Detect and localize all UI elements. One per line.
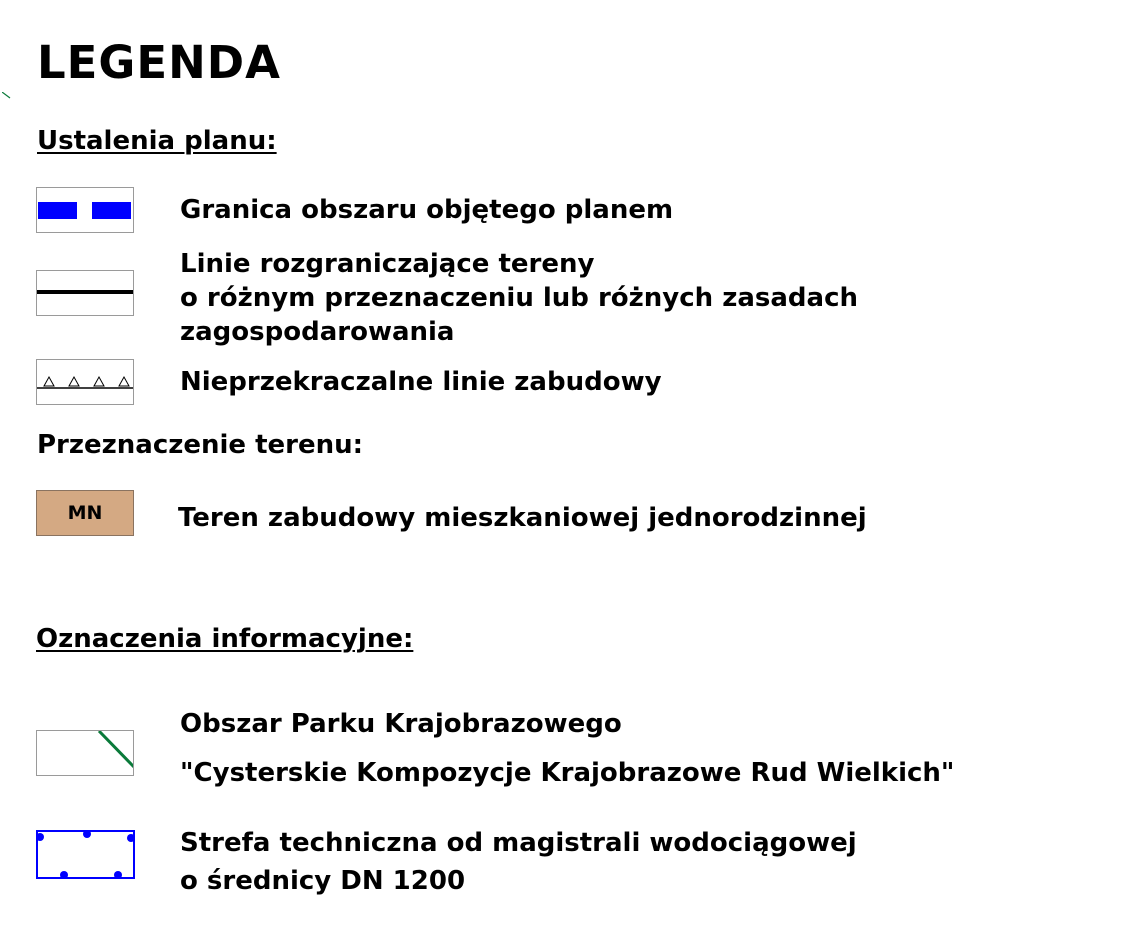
blue-dashed-boundary-icon (36, 187, 134, 233)
legend-label-lines-line2: o różnym przeznaczeniu lub różnych zasadach (180, 283, 858, 313)
legend-title: LEGENDA (37, 36, 281, 89)
triangle-building-line-icon (36, 359, 134, 405)
legend-label-park-line2: "Cysterskie Kompozycje Krajobrazowe Rud Wielkich" (180, 758, 955, 788)
mn-swatch-code: MN (67, 502, 103, 524)
green-diagonal-line-icon (36, 730, 134, 776)
legend-label-park-line1: Obszar Parku Krajobrazowego (180, 709, 622, 739)
mn-land-use-swatch (36, 490, 134, 536)
black-solid-line-icon (36, 270, 134, 316)
legend-label-water-zone-line2: o średnicy DN 1200 (180, 866, 466, 896)
legend-label-building-lines: Nieprzekraczalne linie zabudowy (180, 367, 662, 397)
section-heading-info: Oznaczenia informacyjne: (36, 624, 414, 654)
section-heading-plan: Ustalenia planu: (37, 126, 277, 156)
legend-label-lines-line1: Linie rozgraniczające tereny (180, 249, 595, 279)
stray-green-mark-icon (2, 92, 12, 100)
section-heading-land-use: Przeznaczenie terenu: (37, 430, 364, 460)
legend-label-boundary: Granica obszaru objętego planem (180, 195, 674, 225)
legend-label-lines-line3: zagospodarowania (180, 317, 455, 347)
legend-label-mn: Teren zabudowy mieszkaniowej jednorodzinnej (178, 503, 867, 533)
blue-dotted-zone-icon (36, 830, 135, 879)
legend-label-water-zone-line1: Strefa techniczna od magistrali wodociągowej (180, 828, 857, 858)
